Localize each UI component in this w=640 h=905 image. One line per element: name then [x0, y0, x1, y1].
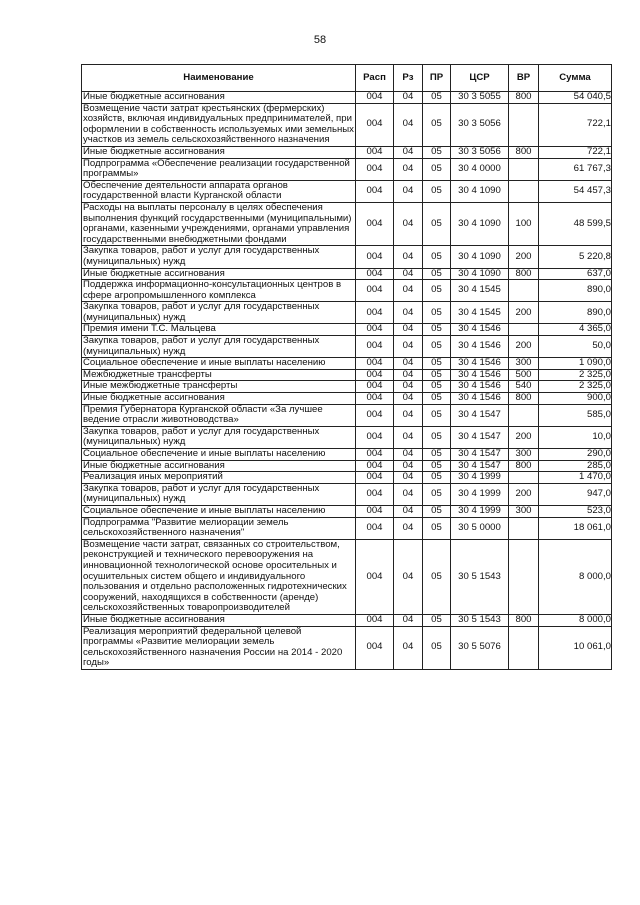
- row-vr: [509, 103, 539, 146]
- row-vr: 200: [509, 426, 539, 448]
- table-row: [82, 614, 612, 626]
- row-sum: 2 325,0: [539, 381, 612, 393]
- row-vr: 100: [509, 202, 539, 245]
- row-name: Социальное обеспечение и иные выплаты населению: [82, 505, 356, 517]
- row-vr: [509, 158, 539, 180]
- row-rasp: 004: [356, 517, 394, 539]
- row-name: Закупка товаров, работ и услуг для государственных (муниципальных) нужд: [82, 426, 356, 448]
- row-vr: 800: [509, 146, 539, 158]
- row-rasp: 004: [356, 180, 394, 202]
- row-rz: 04: [394, 180, 423, 202]
- row-pr: 05: [423, 369, 451, 381]
- row-sum: 890,0: [539, 280, 612, 302]
- row-rasp: 004: [356, 449, 394, 461]
- row-pr: 05: [423, 358, 451, 370]
- row-sum: 285,0: [539, 460, 612, 472]
- row-rz: 04: [394, 614, 423, 626]
- row-csr: 30 4 1545: [451, 302, 509, 324]
- row-vr: 300: [509, 505, 539, 517]
- row-csr: 30 4 1090: [451, 180, 509, 202]
- row-csr: 30 4 1546: [451, 369, 509, 381]
- row-sum: 1 090,0: [539, 358, 612, 370]
- header-pr: ПР: [423, 65, 451, 92]
- row-rasp: 004: [356, 472, 394, 484]
- row-name: Иные бюджетные ассигнования: [82, 614, 356, 626]
- table-row: [82, 449, 612, 461]
- row-sum: 585,0: [539, 404, 612, 426]
- row-csr: 30 4 1547: [451, 404, 509, 426]
- row-vr: [509, 324, 539, 336]
- row-vr: 800: [509, 393, 539, 405]
- table-row: [82, 302, 612, 324]
- row-vr: 300: [509, 449, 539, 461]
- row-sum: 290,0: [539, 449, 612, 461]
- row-csr: 30 4 1999: [451, 505, 509, 517]
- row-rasp: 004: [356, 92, 394, 104]
- row-rz: 04: [394, 517, 423, 539]
- row-sum: 54 457,3: [539, 180, 612, 202]
- row-vr: 540: [509, 381, 539, 393]
- row-vr: 800: [509, 92, 539, 104]
- row-name: Иные бюджетные ассигнования: [82, 92, 356, 104]
- table-row: [82, 324, 612, 336]
- table-row: [82, 626, 612, 669]
- row-pr: 05: [423, 505, 451, 517]
- row-sum: 722,1: [539, 146, 612, 158]
- row-pr: 05: [423, 626, 451, 669]
- row-name: Иные бюджетные ассигнования: [82, 460, 356, 472]
- row-rz: 04: [394, 369, 423, 381]
- row-sum: 1 470,0: [539, 472, 612, 484]
- row-name: Возмещение части затрат крестьянских (фермерских) хозяйств, включая индивидуальных предпринимателей, при оформлении в собственность используемых ими земельных участков из земель сельскохозяйственного назначения: [83, 102, 354, 146]
- row-name: Подпрограмма "Развитие мелиорации земель сельскохозяйственного назначения": [82, 517, 356, 539]
- row-rz: 04: [394, 302, 423, 324]
- row-rz: 04: [394, 393, 423, 405]
- row-sum: 900,0: [539, 393, 612, 405]
- row-pr: 05: [423, 381, 451, 393]
- row-pr: 05: [423, 539, 451, 614]
- row-vr: 200: [509, 483, 539, 505]
- row-rz: 04: [394, 268, 423, 280]
- row-pr: 05: [423, 324, 451, 336]
- table-row: [82, 426, 612, 448]
- row-sum: 4 365,0: [539, 324, 612, 336]
- row-name: Закупка товаров, работ и услуг для государственных (муниципальных) нужд: [82, 336, 356, 358]
- row-rz: 04: [394, 472, 423, 484]
- row-rz: 04: [394, 483, 423, 505]
- row-rasp: 004: [356, 505, 394, 517]
- row-rasp: 004: [356, 103, 394, 146]
- row-name: Премия Губернатора Курганской области «За лучшее ведение отрасли животноводства»: [82, 404, 356, 426]
- row-csr: 30 3 5056: [451, 103, 509, 146]
- row-name: Иные бюджетные ассигнования: [82, 393, 356, 405]
- header-row: [82, 65, 612, 92]
- row-rasp: 004: [356, 202, 394, 245]
- table-row: [82, 393, 612, 405]
- row-sum: 8 000,0: [539, 614, 612, 626]
- row-name: Расходы на выплаты персоналу в целях обеспечения выполнения функций государственными (муниципальными) органами, казенными учреждениями, органами управления государственными внебюджетными фондами: [82, 202, 356, 245]
- table-body: [82, 92, 612, 670]
- row-vr: 800: [509, 268, 539, 280]
- row-pr: 05: [423, 302, 451, 324]
- row-rz: 04: [394, 626, 423, 669]
- row-csr: 30 5 1543: [451, 614, 509, 626]
- row-pr: 05: [423, 472, 451, 484]
- table-row: [82, 202, 612, 245]
- table-row: [82, 404, 612, 426]
- row-pr: 05: [423, 483, 451, 505]
- row-rz: 04: [394, 202, 423, 245]
- row-pr: 05: [423, 202, 451, 245]
- row-vr: 200: [509, 246, 539, 268]
- row-sum: 50,0: [539, 336, 612, 358]
- row-vr: [509, 539, 539, 614]
- row-rz: 04: [394, 92, 423, 104]
- row-pr: 05: [423, 92, 451, 104]
- row-name: Премия имени Т.С. Мальцева: [82, 324, 356, 336]
- table-row: [82, 158, 612, 180]
- row-name: Закупка товаров, работ и услуг для государственных (муниципальных) нужд: [82, 302, 356, 324]
- row-csr: 30 4 1545: [451, 280, 509, 302]
- row-pr: 05: [423, 517, 451, 539]
- row-csr: 30 5 1543: [451, 539, 509, 614]
- row-pr: 05: [423, 404, 451, 426]
- table-row: [82, 517, 612, 539]
- table-row: [82, 336, 612, 358]
- table-row: [82, 146, 612, 158]
- row-csr: 30 4 0000: [451, 158, 509, 180]
- row-rasp: 004: [356, 246, 394, 268]
- header-rz: Рз: [394, 65, 423, 92]
- row-rz: 04: [394, 460, 423, 472]
- row-pr: 05: [423, 393, 451, 405]
- row-csr: 30 3 5055: [451, 92, 509, 104]
- table-row: [82, 381, 612, 393]
- row-rasp: 004: [356, 158, 394, 180]
- table-row: [82, 505, 612, 517]
- row-sum: 890,0: [539, 302, 612, 324]
- row-csr: 30 4 1546: [451, 358, 509, 370]
- row-rasp: 004: [356, 280, 394, 302]
- row-name: Иные межбюджетные трансферты: [82, 381, 356, 393]
- row-pr: 05: [423, 280, 451, 302]
- table-row: [82, 539, 612, 614]
- header-csr: ЦСР: [451, 65, 509, 92]
- row-rasp: 004: [356, 324, 394, 336]
- row-rz: 04: [394, 158, 423, 180]
- row-csr: 30 5 0000: [451, 517, 509, 539]
- row-vr: 200: [509, 336, 539, 358]
- table-row: [82, 483, 612, 505]
- row-rasp: 004: [356, 268, 394, 280]
- row-csr: 30 4 1547: [451, 426, 509, 448]
- table-header: [82, 65, 612, 92]
- row-csr: 30 4 1546: [451, 336, 509, 358]
- row-csr: 30 4 1090: [451, 268, 509, 280]
- table-row: [82, 369, 612, 381]
- row-pr: 05: [423, 180, 451, 202]
- row-vr: 300: [509, 358, 539, 370]
- row-sum: 2 325,0: [539, 369, 612, 381]
- row-name: Социальное обеспечение и иные выплаты населению: [82, 358, 356, 370]
- row-sum: 48 599,5: [539, 202, 612, 245]
- row-name: Подпрограмма «Обеспечение реализации государственной программы»: [82, 158, 356, 180]
- row-vr: [509, 280, 539, 302]
- row-csr: 30 4 1090: [451, 246, 509, 268]
- row-pr: 05: [423, 268, 451, 280]
- row-rz: 04: [394, 358, 423, 370]
- row-pr: 05: [423, 614, 451, 626]
- row-name: Обеспечение деятельности аппарата органов государственной власти Курганской области: [82, 180, 356, 202]
- row-name: Поддержка информационно-консультационных центров в сфере агропромышленного комплекса: [82, 280, 356, 302]
- row-sum: 947,0: [539, 483, 612, 505]
- row-rasp: 004: [356, 146, 394, 158]
- table-row: [82, 280, 612, 302]
- row-name: Межбюджетные трансферты: [82, 369, 356, 381]
- row-csr: 30 4 1547: [451, 460, 509, 472]
- header-vr: ВР: [509, 65, 539, 92]
- row-rasp: 004: [356, 302, 394, 324]
- row-sum: 18 061,0: [539, 517, 612, 539]
- row-sum: 637,0: [539, 268, 612, 280]
- row-name: Закупка товаров, работ и услуг для государственных (муниципальных) нужд: [82, 483, 356, 505]
- row-vr: [509, 404, 539, 426]
- row-sum: 8 000,0: [539, 539, 612, 614]
- page-number: 58: [313, 34, 327, 46]
- row-pr: 05: [423, 426, 451, 448]
- table-row: [82, 180, 612, 202]
- row-rasp: 004: [356, 539, 394, 614]
- row-pr: 05: [423, 336, 451, 358]
- row-name: Возмещение части затрат, связанных со строительством, реконструкцией и технического перевооружения на инновационной технологической основе оросительных и осушительных систем общего и индивидуального пользования и отдельно расположенных гидротехнических сооружений, находящихся в собственности (аренде) сельскохозяйственных товаропроизводителей: [82, 539, 356, 614]
- row-rz: 04: [394, 449, 423, 461]
- row-sum: 722,1: [539, 103, 612, 146]
- row-rz: 04: [394, 505, 423, 517]
- row-rz: 04: [394, 246, 423, 268]
- table-row: [82, 103, 612, 146]
- row-vr: 800: [509, 460, 539, 472]
- row-rasp: 004: [356, 393, 394, 405]
- row-name: Иные бюджетные ассигнования: [82, 146, 356, 158]
- row-name: Иные бюджетные ассигнования: [82, 268, 356, 280]
- row-rasp: 004: [356, 426, 394, 448]
- row-csr: 30 4 1546: [451, 393, 509, 405]
- row-csr: 30 5 5076: [451, 626, 509, 669]
- row-rasp: 004: [356, 460, 394, 472]
- row-sum: 10 061,0: [539, 626, 612, 669]
- row-rz: 04: [394, 404, 423, 426]
- table-row: [82, 472, 612, 484]
- row-rasp: 004: [356, 404, 394, 426]
- row-pr: 05: [423, 158, 451, 180]
- row-pr: 05: [423, 460, 451, 472]
- row-pr: 05: [423, 103, 451, 146]
- row-csr: 30 3 5056: [451, 146, 509, 158]
- row-vr: [509, 472, 539, 484]
- row-name: Социальное обеспечение и иные выплаты населению: [82, 449, 356, 461]
- row-pr: 05: [423, 146, 451, 158]
- table-row: [82, 460, 612, 472]
- row-csr: 30 4 1546: [451, 381, 509, 393]
- row-rz: 04: [394, 103, 423, 146]
- row-vr: [509, 517, 539, 539]
- row-csr: 30 4 1999: [451, 483, 509, 505]
- row-vr: 200: [509, 302, 539, 324]
- table-row: [82, 246, 612, 268]
- row-sum: 5 220,8: [539, 246, 612, 268]
- row-rasp: 004: [356, 614, 394, 626]
- row-name: Реализация иных мероприятий: [82, 472, 356, 484]
- row-vr: [509, 626, 539, 669]
- row-name: Закупка товаров, работ и услуг для государственных (муниципальных) нужд: [82, 246, 356, 268]
- table-row: [82, 92, 612, 104]
- row-sum: 61 767,3: [539, 158, 612, 180]
- row-sum: 10,0: [539, 426, 612, 448]
- table-row: [82, 358, 612, 370]
- row-rasp: 004: [356, 626, 394, 669]
- row-rasp: 004: [356, 381, 394, 393]
- row-sum: 523,0: [539, 505, 612, 517]
- row-rz: 04: [394, 539, 423, 614]
- row-name: Реализация мероприятий федеральной целевой программы «Развитие мелиорации земель сельскохозяйственного назначения России на 2014 - 2020 годы»: [82, 626, 356, 669]
- row-pr: 05: [423, 449, 451, 461]
- row-rz: 04: [394, 426, 423, 448]
- row-csr: 30 4 1546: [451, 324, 509, 336]
- row-rz: 04: [394, 381, 423, 393]
- row-rasp: 004: [356, 483, 394, 505]
- row-csr: 30 4 1090: [451, 202, 509, 245]
- row-rz: 04: [394, 280, 423, 302]
- header-sum: Сумма: [539, 65, 612, 92]
- row-vr: 800: [509, 614, 539, 626]
- row-rz: 04: [394, 146, 423, 158]
- row-rz: 04: [394, 324, 423, 336]
- header-name: Наименование: [82, 65, 356, 92]
- row-pr: 05: [423, 246, 451, 268]
- budget-table: [81, 64, 612, 670]
- table-row: [82, 268, 612, 280]
- header-rasp: Расп: [356, 65, 394, 92]
- row-vr: 500: [509, 369, 539, 381]
- row-rasp: 004: [356, 336, 394, 358]
- row-rz: 04: [394, 336, 423, 358]
- row-vr: [509, 180, 539, 202]
- row-csr: 30 4 1999: [451, 472, 509, 484]
- row-csr: 30 4 1547: [451, 449, 509, 461]
- row-rasp: 004: [356, 358, 394, 370]
- row-rasp: 004: [356, 369, 394, 381]
- row-sum: 54 040,5: [539, 92, 612, 104]
